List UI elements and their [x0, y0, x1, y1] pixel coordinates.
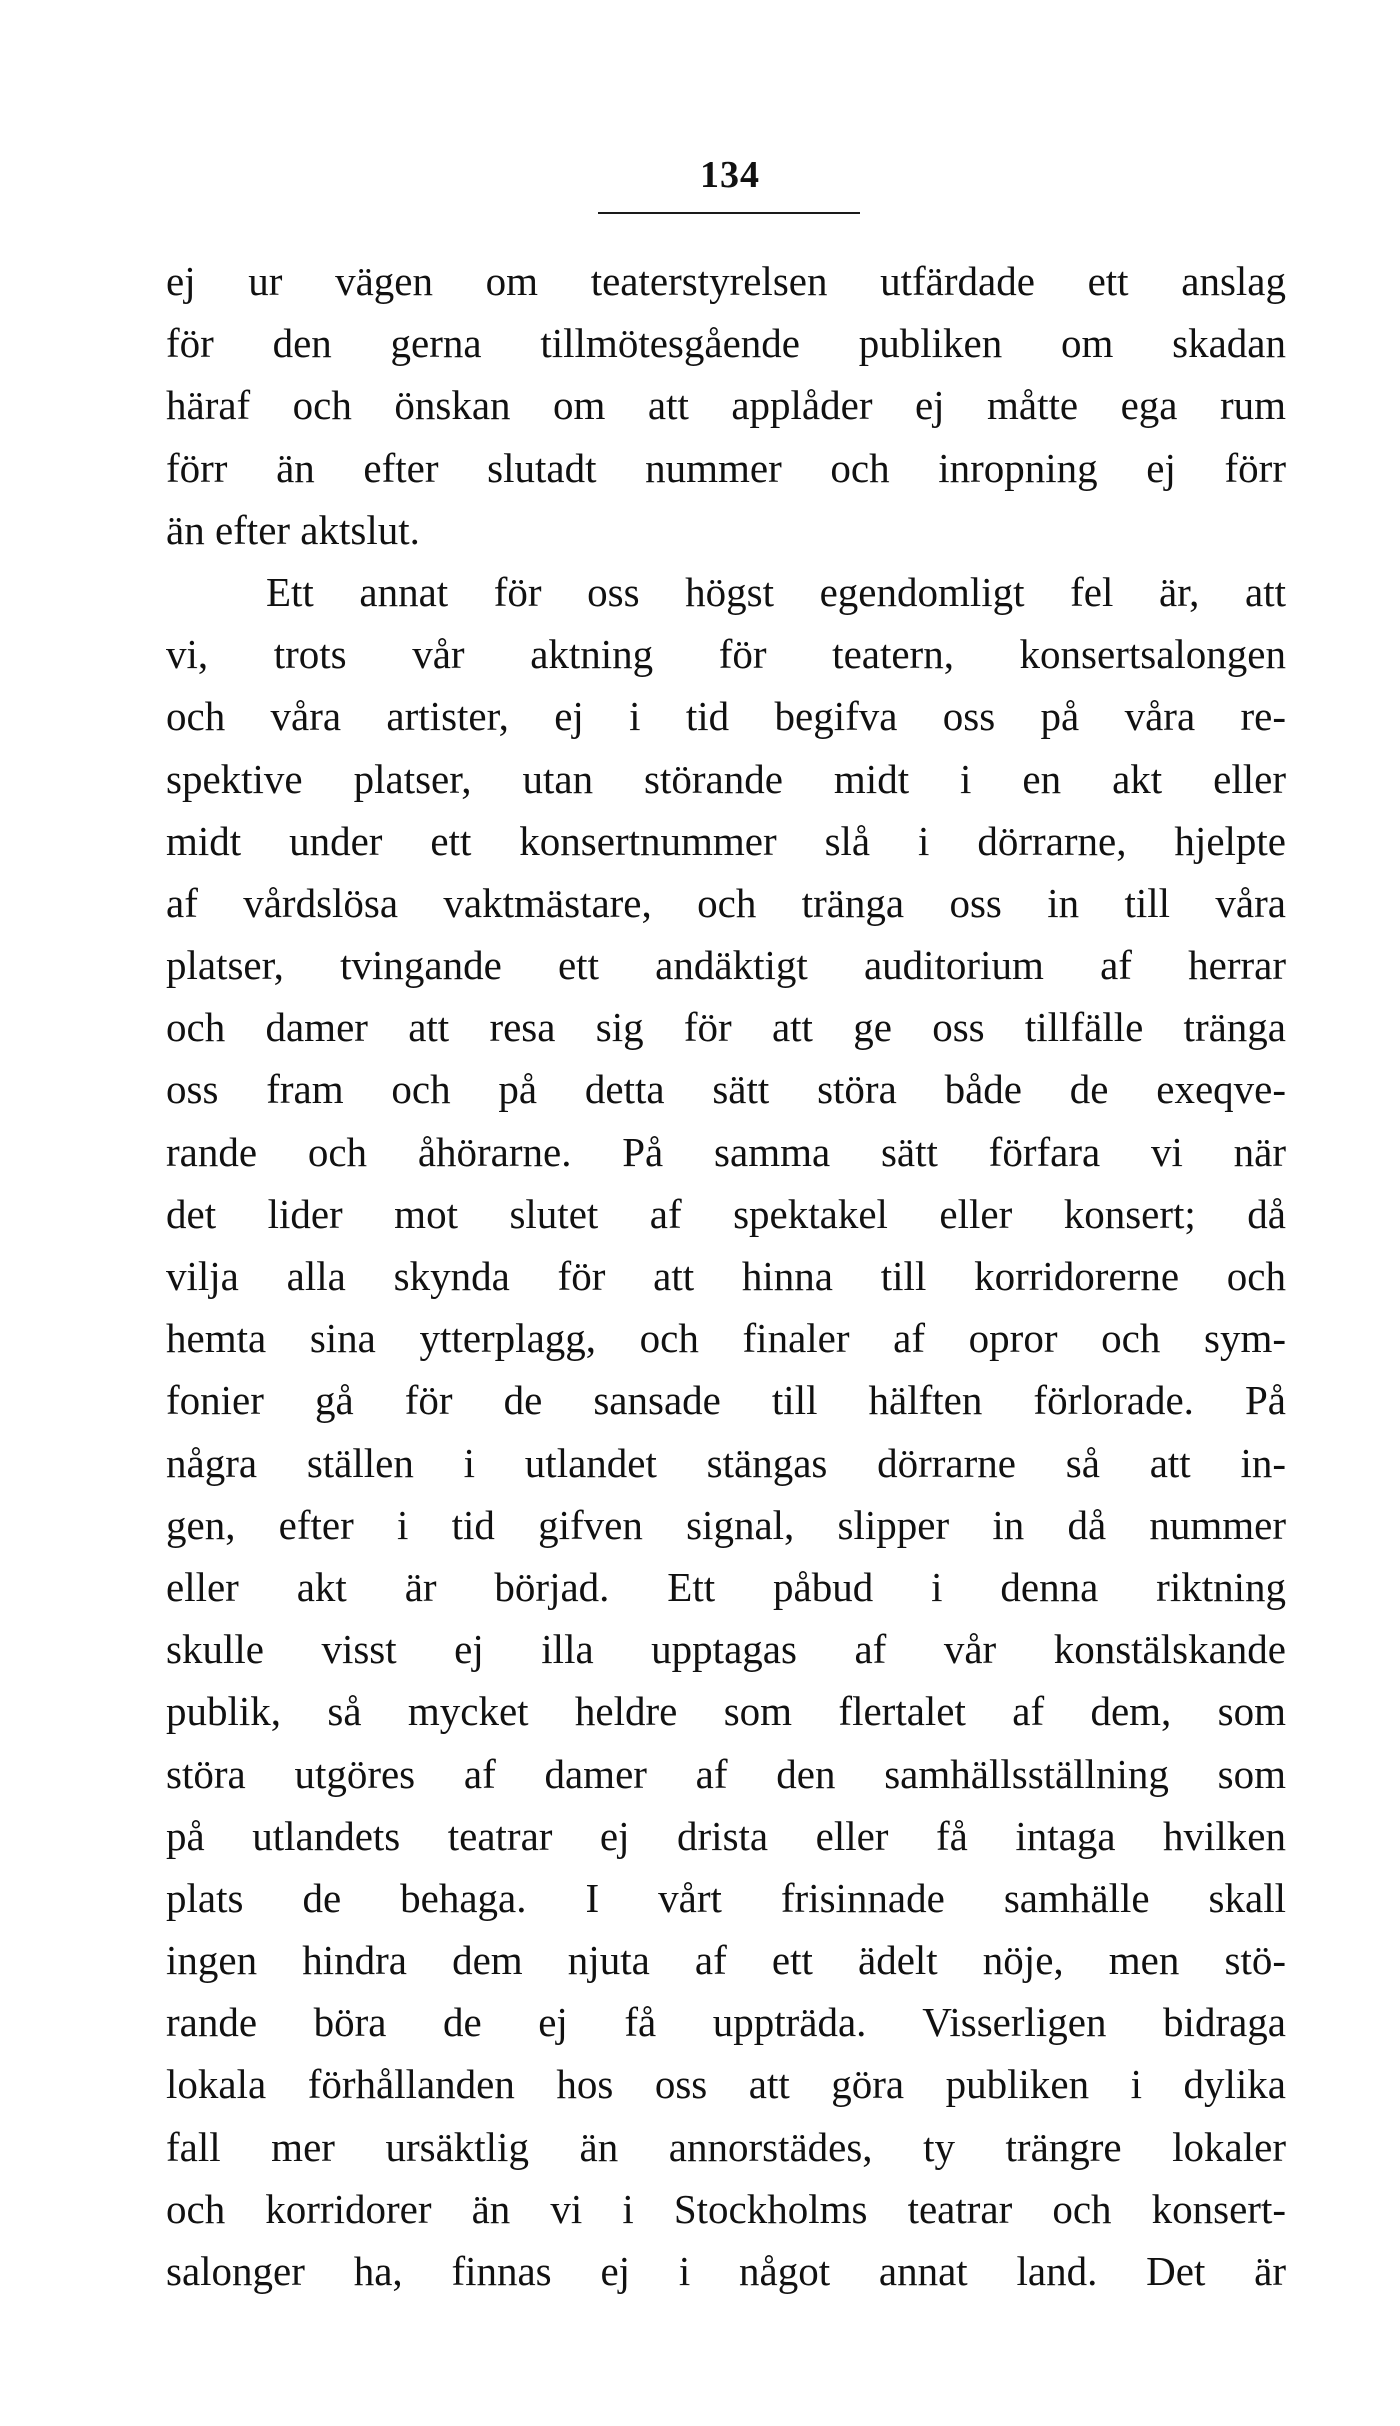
- text-line: vi, trots vår aktning för teatern, konsertsalongen: [166, 631, 1286, 678]
- text-line: än efter aktslut.: [166, 506, 420, 553]
- text-line: gen, efter i tid gifven signal, slipper in då nummer: [166, 1501, 1286, 1548]
- text-line: fonier gå för de sansade till hälften förlorade. På: [166, 1377, 1286, 1424]
- text-line: förr än efter slutadt nummer och inropning ej förr: [166, 444, 1286, 491]
- text-line: oss fram och på detta sätt störa både de exeqve-: [166, 1066, 1286, 1113]
- text-line: rande böra de ej få uppträda. Visserligen bidraga: [166, 1999, 1286, 2046]
- text-line: af vårdslösa vaktmästare, och tränga oss in till våra: [166, 879, 1286, 926]
- paragraph-first-line: Ett annat för oss högst egendomligt fel är, att: [266, 568, 1286, 615]
- text-line: på utlandets teatrar ej drista eller få intaga hvilken: [166, 1812, 1286, 1859]
- text-line: fall mer ursäktlig än annorstädes, ty trängre lokaler: [166, 2123, 1286, 2170]
- text-line: hemta sina ytterplagg, och finaler af opror och sym-: [166, 1315, 1286, 1362]
- text-line: salonger ha, finnas ej i något annat land. Det är: [166, 2248, 1286, 2294]
- text-line: och korridorer än vi i Stockholms teatrar och konsert-: [166, 2185, 1286, 2232]
- text-line: och damer att resa sig för att ge oss tillfälle tränga: [166, 1004, 1286, 1051]
- text-line: ej ur vägen om teaterstyrelsen utfärdade ett anslag: [166, 258, 1286, 304]
- text-line: ingen hindra dem njuta af ett ädelt nöje, men stö-: [166, 1937, 1286, 1984]
- text-line: eller akt är börjad. Ett påbud i denna riktning: [166, 1563, 1286, 1610]
- text-line: det lider mot slutet af spektakel eller konsert; då: [166, 1190, 1286, 1237]
- text-line: några ställen i utlandet stängas dörrarne så att in-: [166, 1439, 1286, 1486]
- text-line: platser, tvingande ett andäktigt auditorium af herrar: [166, 942, 1286, 989]
- text-line: spektive platser, utan störande midt i en akt eller: [166, 755, 1286, 802]
- text-line: rande och åhörarne. På samma sätt förfara vi när: [166, 1128, 1286, 1175]
- header-rule: [598, 212, 860, 214]
- page-number: 134: [700, 154, 760, 196]
- text-line: vilja alla skynda för att hinna till korridorerne och: [166, 1253, 1286, 1299]
- text-line: för den gerna tillmötesgående publiken om skadan: [166, 320, 1286, 367]
- text-line: lokala förhållanden hos oss att göra publiken i dylika: [166, 2061, 1286, 2108]
- body-text: [166, 250, 1286, 2302]
- text-line: publik, så mycket heldre som flertalet af dem, som: [166, 1688, 1286, 1735]
- text-line: och våra artister, ej i tid begifva oss på våra re-: [166, 693, 1286, 740]
- text-line: störa utgöres af damer af den samhällsställning som: [166, 1750, 1286, 1797]
- text-line: plats de behaga. I vårt frisinnade samhälle skall: [166, 1874, 1286, 1921]
- text-line: skulle visst ej illa upptagas af vår konstälskande: [166, 1626, 1286, 1673]
- text-line: häraf och önskan om att applåder ej måtte ega rum: [166, 382, 1286, 429]
- text-line: midt under ett konsertnummer slå i dörrarne, hjelpte: [166, 817, 1286, 864]
